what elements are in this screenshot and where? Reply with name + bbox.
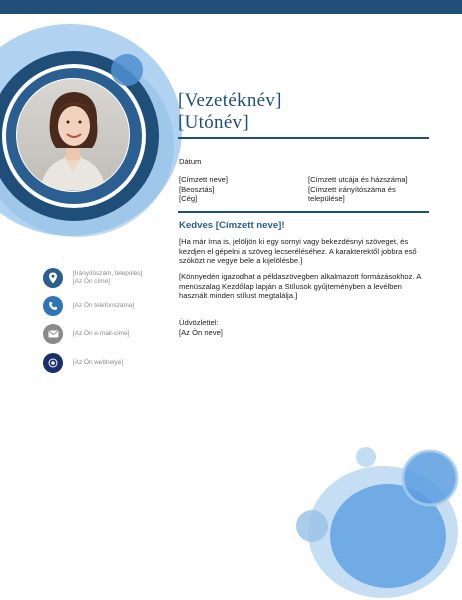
closing-block <box>179 318 223 337</box>
recipient-title: [Beosztás] <box>179 184 215 194</box>
body-paragraph-1: [Ha már írna is, jelöljön ki egy sornyi vagy bekezdésnyi szöveget, és kezdjen el gépelni a szöveg lecseréléséhez. A karakterektől jobbra eső szóközt ne vegye bele a kijelölésbe.] <box>179 237 417 266</box>
last-name: [Vezetéknév] <box>178 90 282 111</box>
recipient-street: [Címzett utcája és házszáma] <box>308 175 408 184</box>
contact-address <box>43 268 142 288</box>
name-block <box>178 90 430 134</box>
contact-website-text: [Az Ön webhelye] <box>73 358 124 366</box>
email-icon <box>43 324 63 344</box>
recipient-city: települése] <box>308 194 345 204</box>
recipient-company: [Cég] <box>179 194 198 204</box>
greeting: Kedves [Címzett neve]! <box>179 220 285 231</box>
recipient-name: [Címzett neve] <box>179 175 228 184</box>
recipient-divider <box>178 211 429 213</box>
recipient-postcode: [Címzett irányítószáma és <box>308 184 396 194</box>
web-icon <box>43 353 63 373</box>
contact-phone <box>43 296 134 316</box>
phone-icon <box>43 296 63 316</box>
recipient-block <box>179 175 299 204</box>
contact-website <box>43 353 123 373</box>
name-divider <box>178 137 429 139</box>
contact-phone-text: [Az Ön telefonszáma] <box>73 301 135 309</box>
location-pin-icon <box>43 268 63 288</box>
contact-address-line1: [Irányítószám, település] <box>73 269 143 277</box>
letter-date: Dátum <box>179 157 202 166</box>
first-name: [Utónév] <box>178 112 249 133</box>
contact-email-text: [Az Ön e-mail-címe] <box>73 329 130 337</box>
contact-address-line2: [Az Ön címe] <box>73 278 110 285</box>
body-paragraph-2: [Könnyedén igazodhat a példaszövegben alkalmazott formázásokhoz. A menüszalag Kezdőlap lapján a Stílusok gyűjteményben a levélben használt minden stílust megtalálja.] <box>179 272 421 301</box>
recipient-address-block <box>308 175 430 204</box>
sender-name: [Az Ön neve] <box>179 327 223 337</box>
contact-email <box>43 324 129 344</box>
closing-phrase: Üdvözlettel: <box>179 318 219 327</box>
